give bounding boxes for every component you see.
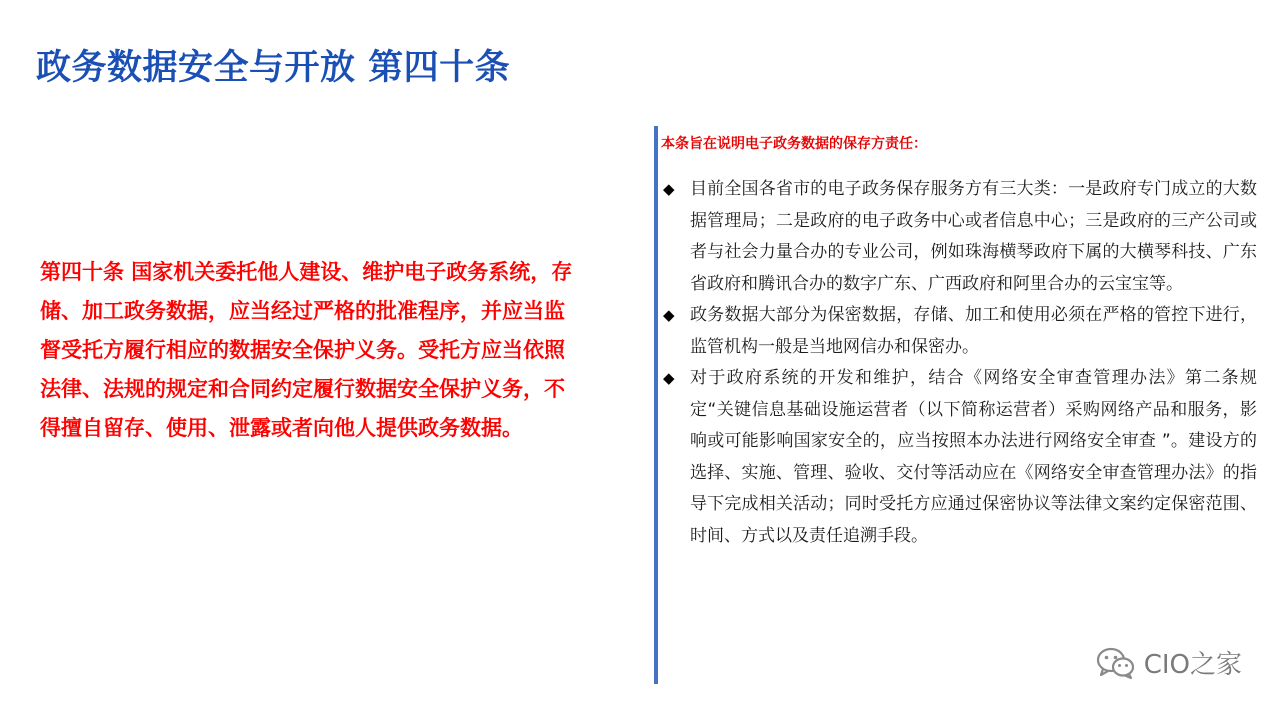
notes-bullet-list (663, 174, 1257, 552)
bullet-text: 政务数据大部分为保密数据，存储、加工和使用必须在严格的管控下进行，监管机构一般是当地网信办和保密办。 (690, 305, 1257, 357)
vertical-divider (654, 126, 658, 684)
watermark-text: CIO之家 (1143, 650, 1242, 680)
bullet-text: 对于政府系统的开发和维护，结合《网络安全审查管理办法》第二条规定“关键信息基础设施运营者（以下简称运营者）采购网络产品和服务，影响或可能影响国家安全的，应当按照本办法进行网络安全审查 ”。建设方的选择、实施、管理、验收、交付等活动应在《网络安全审查管理办法》的指导下完成相关活动；同时受托方应通过保密协议等法律文案约定保密范围、时间、方式以及责任追溯手段。 (690, 368, 1257, 546)
notes-heading: 本条旨在说明电子政务数据的保存方责任： (661, 136, 927, 152)
list-item (663, 363, 1257, 552)
wechat-icon (1096, 646, 1136, 680)
list-item (663, 300, 1257, 363)
list-item (663, 174, 1257, 300)
bullet-text: 目前全国各省市的电子政务保存服务方有三大类：一是政府专门成立的大数据管理局；二是政府的电子政务中心或者信息中心；三是政府的三产公司或者与社会力量合办的专业公司，例如珠海横琴政府下属的大横琴科技、广东省政府和腾讯合办的数字广东、广西政府和阿里合办的云宝宝等。 (690, 179, 1257, 294)
diamond-bullet-icon: ◆ (663, 369, 675, 387)
diamond-bullet-icon: ◆ (663, 306, 675, 324)
watermark (1096, 644, 1242, 681)
diamond-bullet-icon: ◆ (663, 180, 675, 198)
page-title: 政务数据安全与开放 第四十条 (36, 48, 511, 88)
article-text: 第四十条 国家机关委托他人建设、维护电子政务系统，存储、加工政务数据，应当经过严格的批准程序，并应当监督受托方履行相应的数据安全保护义务。受托方应当依照法律、法规的规定和合同约定履行数据安全保护义务，不得擅自留存、使用、泄露或者向他人提供政务数据。 (40, 260, 573, 440)
